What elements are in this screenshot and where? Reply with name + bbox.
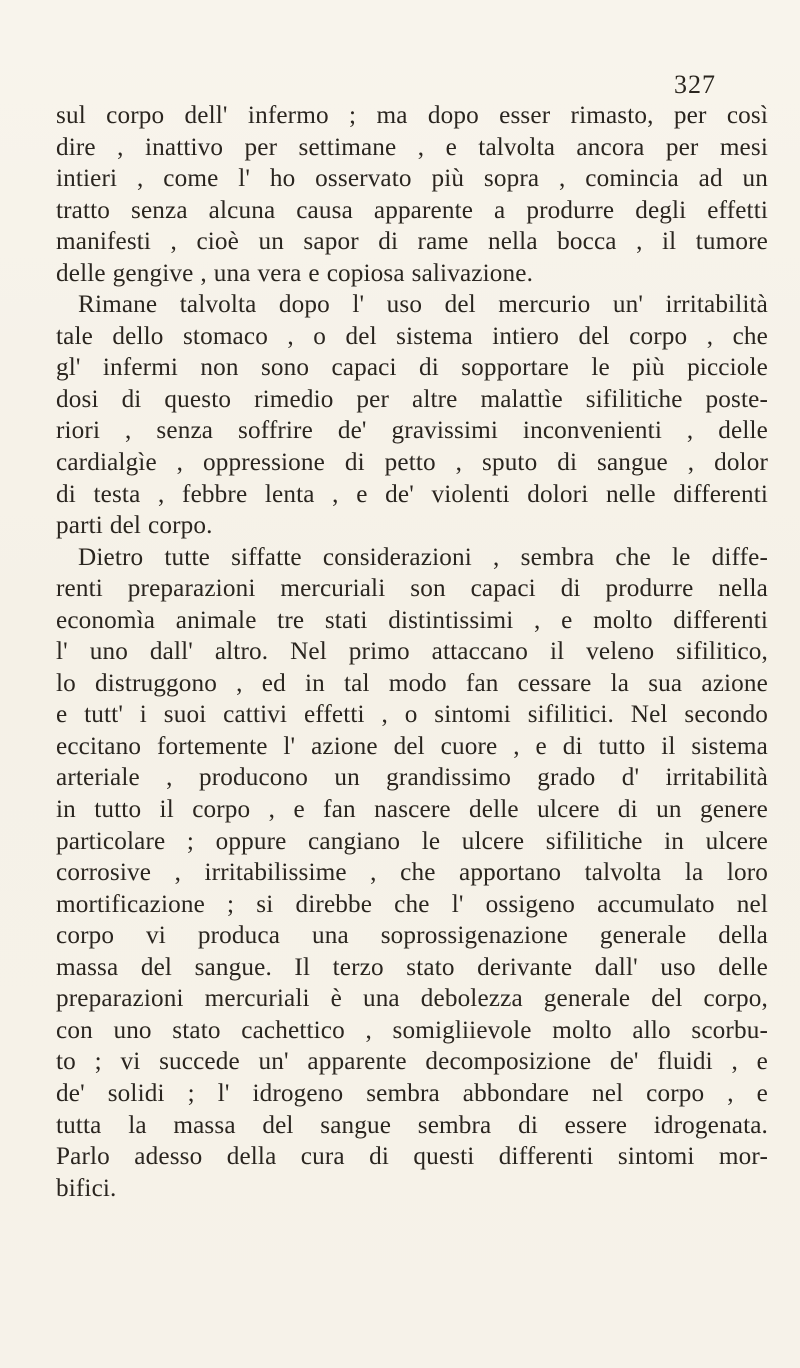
text-line: preparazioni mercuriali è una debolezza generale del corpo,: [56, 985, 768, 1013]
text-line: economìa animale tre stati distintissimi , e molto differenti: [56, 606, 768, 634]
text-line: dosi di questo rimedio per altre malattìe sifilitiche poste-: [56, 385, 768, 413]
text-line: e tutt' i suoi cattivi effetti , o sintomi sifilitici. Nel secondo: [56, 701, 768, 729]
text-line: tale dello stomaco , o del sistema intiero del corpo , che: [56, 322, 768, 350]
text-line: con uno stato cachettico , somigliievole molto allo scorbu-: [56, 1016, 768, 1044]
text-line: de' solidi ; l' idrogeno sembra abbondare nel corpo , e: [56, 1079, 768, 1107]
text-line: corpo vi produca una soprossigenazione generale della: [56, 922, 768, 950]
text-line: cardialgìe , oppressione di petto , sputo di sangue , dolor: [56, 449, 768, 477]
text-line: delle gengive , una vera e copiosa salivazione.: [56, 259, 534, 287]
text-line: in tutto il corpo , e fan nascere delle ulcere di un genere: [56, 796, 768, 824]
text-line: intieri , come l' ho osservato più sopra , comincia ad un: [56, 165, 768, 193]
text-line: dire , inattivo per settimane , e talvolta ancora per mesi: [56, 133, 768, 161]
text-line: particolare ; oppure cangiano le ulcere sifilitiche in ulcere: [56, 827, 768, 855]
text-line: gl' infermi non sono capaci di sopportare le più picciole: [56, 354, 768, 382]
text-line: Parlo adesso della cura di questi differenti sintomi mor-: [56, 1143, 768, 1171]
text-line: tutta la massa del sangue sembra di essere idrogenata.: [56, 1111, 768, 1139]
text-line: to ; vi succede un' apparente decomposizione de' fluidi , e: [56, 1048, 768, 1076]
text-line: renti preparazioni mercuriali son capaci di produrre nella: [56, 575, 768, 603]
text-line: sul corpo dell' infermo ; ma dopo esser rimasto, per così: [56, 102, 768, 129]
text-line: eccitano fortemente l' azione del cuore , e di tutto il sistema: [56, 732, 768, 760]
page-number: 327: [674, 70, 716, 99]
text-line: arteriale , producono un grandissimo grado d' irritabilità: [56, 764, 768, 792]
text-line: di testa , febbre lenta , e de' violenti dolori nelle differenti: [56, 480, 768, 508]
text-line: l' uno dall' altro. Nel primo attaccano il veleno sifilitico,: [56, 638, 768, 666]
text-line: riori , senza soffrire de' gravissimi inconvenienti , delle: [56, 417, 768, 445]
text-line: mortificazione ; si direbbe che l' ossigeno accumulato nel: [56, 890, 768, 918]
text-line: bifici.: [56, 1174, 117, 1202]
body-text: [56, 100, 768, 1204]
text-line: Rimane talvolta dopo l' uso del mercurio un' irritabilità: [78, 291, 768, 319]
text-line: massa del sangue. Il terzo stato derivante dall' uso delle: [56, 953, 768, 981]
text-line: lo distruggono , ed in tal modo fan cessare la sua azione: [56, 669, 768, 697]
text-line: corrosive , irritabilissime , che apportano talvolta la loro: [56, 859, 768, 887]
text-line: tratto senza alcuna causa apparente a produrre degli effetti: [56, 196, 768, 224]
text-line: manifesti , cioè un sapor di rame nella bocca , il tumore: [56, 228, 768, 256]
text-line: Dietro tutte siffatte considerazioni , sembra che le diffe-: [78, 543, 768, 571]
text-line: parti del corpo.: [56, 512, 213, 540]
